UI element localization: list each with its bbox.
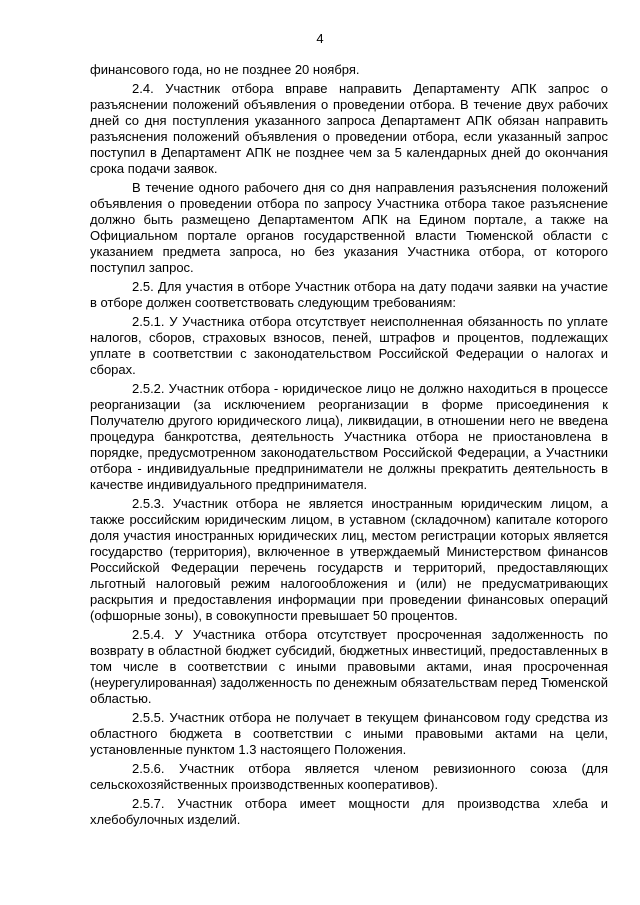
paragraph-2-5: 2.5. Для участия в отборе Участник отбора на дату подачи заявки на участие в отборе должен соответствовать следующим требованиям: — [90, 279, 608, 310]
paragraph-2-5-6: 2.5.6. Участник отбора является членом ревизионного союза (для сельскохозяйственных производственных кооперативов). — [90, 761, 608, 792]
page-number: 4 — [316, 31, 324, 46]
paragraph-2-5-1: 2.5.1. У Участника отбора отсутствует неисполненная обязанность по уплате налогов, сборов, страховых взносов, пеней, штрафов и процентов, подлежащих уплате в соответствии с законодательством Российской Федерации о налогах и сборах. — [90, 314, 608, 377]
paragraph-2-5-4: 2.5.4. У Участника отбора отсутствует просроченная задолженность по возврату в областной бюджет субсидий, бюджетных инвестиций, предоставленных в том числе в соответствии с иными правовыми актами, иная просроченная (неурегулированная) задолженность по денежным обязательствам перед Тюменской областью. — [90, 627, 608, 706]
paragraph-2-5-7: 2.5.7. Участник отбора имеет мощности для производства хлеба и хлебобулочных изделий. — [90, 796, 608, 827]
paragraph-clarification-publication: В течение одного рабочего дня со дня направления разъяснения положений объявления о проведении отбора по запросу Участника отбора такое разъяснение должно быть размещено Департаментом АПК на Едином портале, а также на Официальном портале органов государственной власти Тюменской области с указанием предмета запроса, но без указания Участника отбора, от которого поступил запрос. — [90, 180, 608, 275]
paragraph-2-5-3: 2.5.3. Участник отбора не является иностранным юридическим лицом, а также российским юридическим лицом, в уставном (складочном) капитале которого доля участия иностранных юридических лиц, местом регистрации которых является государство (территория), включенное в утверждаемый Министерством финансов Российской Федерации перечень государств и территорий, предоставляющих льготный налоговый режим налогообложения и (или) не предусматривающих раскрытия и предоставления информации при проведении финансовых операций (офшорные зоны), в совокупности превышает 50 процентов. — [90, 496, 608, 623]
paragraph-2-5-5: 2.5.5. Участник отбора не получает в текущем финансовом году средства из областного бюджета в соответствии с иными правовыми актами на цели, установленные пунктом 1.3 настоящего Положения. — [90, 710, 608, 757]
document-body — [90, 62, 608, 828]
paragraph-continuation: финансового года, но не позднее 20 ноября. — [90, 62, 360, 77]
paragraph-2-5-2: 2.5.2. Участник отбора - юридическое лицо не должно находиться в процессе реорганизации (за исключением реорганизации в форме присоединения к Получателю другого юридического лица), ликвидации, в отношении него не введена процедура банкротства, деятельность Участника отбора не приостановлена в порядке, предусмотренном законодательством Российской Федерации, а Участники отбора - индивидуальные предприниматели не должны прекратить деятельность в качестве индивидуального предпринимателя. — [90, 381, 608, 492]
paragraph-2-4: 2.4. Участник отбора вправе направить Департаменту АПК запрос о разъяснении положений объявления о проведении отбора. В течение двух рабочих дней со дня поступления указанного запроса Департамент АПК обязан направить разъяснения положений объявления о проведении отбора, если указанный запрос поступил в Департамент АПК не позднее чем за 5 календарных дней до окончания срока подачи заявок. — [90, 81, 608, 176]
